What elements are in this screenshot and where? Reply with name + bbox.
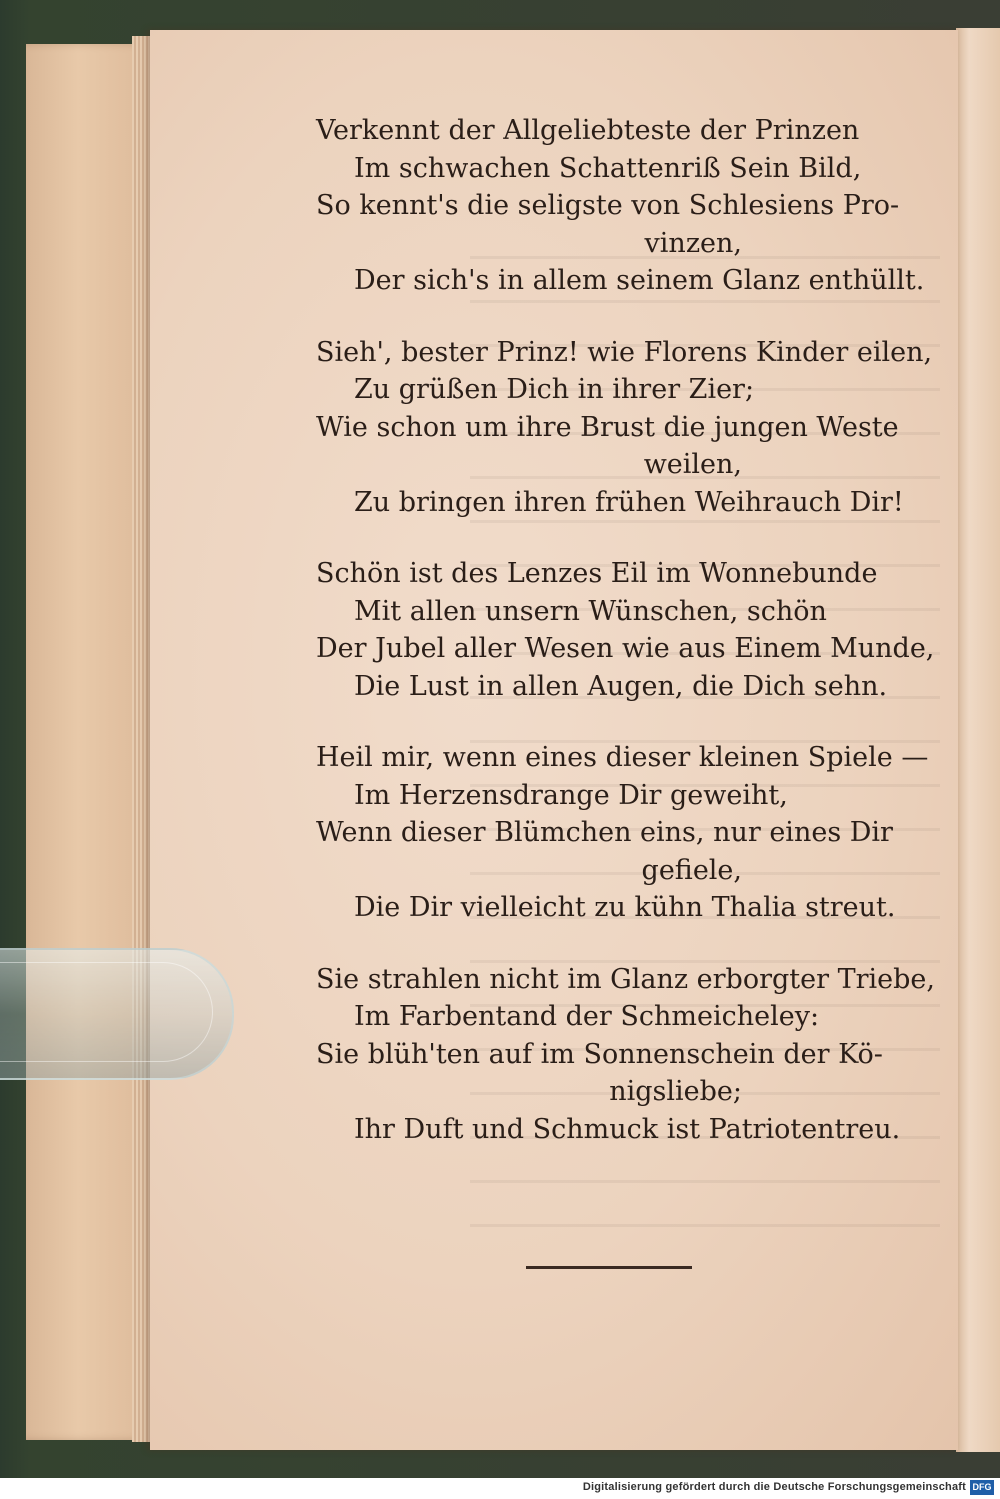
- poem-line: Im Farbentand der Schmeicheley:: [354, 1001, 820, 1032]
- poem-line: Die Lust in allen Augen, die Dich sehn.: [354, 670, 888, 702]
- poem-line: Mit allen unsern Wünschen, schön: [354, 595, 827, 627]
- digitization-credit: Digitalisierung gefördert durch die Deutsche Forschungsgemeinschaft: [582, 1481, 966, 1493]
- poem-line: So kennt's die seligste von Schlesiens Pro-: [316, 190, 900, 221]
- poem-line: Sie strahlen nicht im Glanz erborgter Triebe,: [316, 963, 935, 995]
- poem-line: Sieh', bester Prinz! wie Florens Kinder eilen,: [316, 336, 933, 368]
- poem-line: Ihr Duft und Schmuck ist Patriotentreu.: [354, 1113, 901, 1145]
- poem-line: Zu grüßen Dich in ihrer Zier;: [354, 374, 755, 405]
- poem-line: gefiele,: [641, 854, 742, 886]
- poem-line: weilen,: [643, 449, 742, 480]
- poem-line: Zu bringen ihren frühen Weihrauch Dir!: [354, 486, 904, 518]
- stanza: [316, 961, 935, 1149]
- poem-line: Im schwachen Schattenriß Sein Bild,: [354, 152, 862, 184]
- stanza: [316, 112, 925, 300]
- stanza: [316, 555, 935, 705]
- poem-line: Schön ist des Lenzes Eil im Wonnebunde: [316, 558, 878, 589]
- poem-line: Im Herzensdrange Dir geweiht,: [354, 779, 788, 811]
- dfg-logo: DFG: [970, 1480, 994, 1495]
- facing-page-edge: [956, 28, 1000, 1452]
- poem-line: Die Dir vielleicht zu kühn Thalia streut.: [354, 892, 896, 923]
- poem-line: Der Jubel aller Wesen wie aus Einem Munde,: [316, 633, 935, 664]
- poem-line: Wie schon um ihre Brust die jungen Weste: [316, 411, 899, 443]
- closing-rule: [526, 1266, 692, 1269]
- poem: [316, 112, 935, 1182]
- poem-line: Sie blüh'ten auf im Sonnenschein der Kö-: [316, 1038, 883, 1070]
- poem-line: vinzen,: [644, 227, 742, 259]
- poem-line: Wenn dieser Blümchen eins, nur eines Dir: [316, 817, 893, 848]
- stanza: [316, 739, 929, 927]
- poem-line: nigsliebe;: [609, 1076, 742, 1107]
- poem-line: Heil mir, wenn eines dieser kleinen Spiele —: [316, 742, 929, 773]
- stanza: [316, 334, 933, 522]
- poem-line: Der sich's in allem seinem Glanz enthüllt.: [354, 265, 925, 296]
- glass-page-clip-highlight: [0, 962, 213, 1062]
- poem-line: Verkennt der Allgeliebteste der Prinzen: [316, 115, 860, 146]
